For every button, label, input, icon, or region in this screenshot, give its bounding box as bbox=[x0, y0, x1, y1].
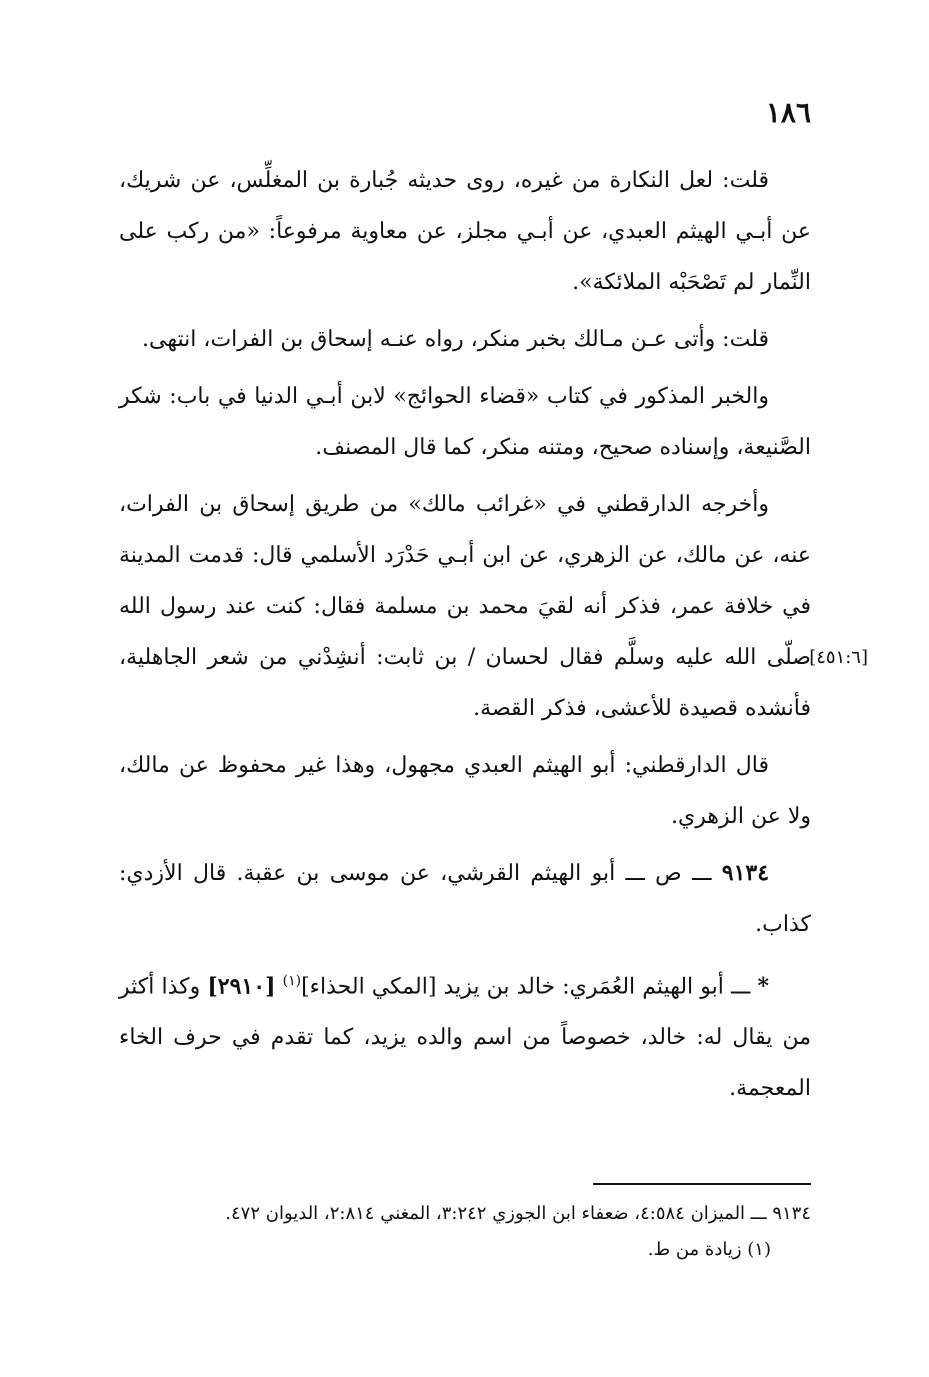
cross-ref-text: ـــ أبو الهيثم العُمَري: خالد بن يزيد [المكي الحذاء] bbox=[301, 974, 751, 1000]
footnote-source: ٩١٣٤ ـــ الميزان ٤:٥٨٤، ضعفاء ابن الجوزي ٣:٢٤٢، المغني ٢:٨١٤، الديوان ٤٧٢. bbox=[225, 1203, 811, 1224]
footnote-divider bbox=[593, 1183, 811, 1185]
paragraph: قلت: لعل النكارة من غيره، روى حديثه جُبارة بن المغلِّس، عن شريك، عن أبـي الهيثم العبدي، عن أبـي مجلز، عن معاوية مرفوعاً: «من ركب على النِّمار لم تَصْحَبْه الملائكة». bbox=[119, 168, 811, 295]
footnotes bbox=[119, 1196, 811, 1268]
star-marker: * bbox=[757, 973, 769, 1000]
entry-9134 bbox=[119, 848, 811, 950]
paragraph-with-margin-ref bbox=[119, 479, 868, 734]
paragraph-text: وأخرجه الدارقطني في «غرائب مالك» من طريق إسحاق بن الفرات، عنه، عن مالك، عن الزهري، عن ابن أبـي حَدْرَد الأسلمي قال: قدمت المدينة في خلافة عمر، فذكر أنه لقيَ محمد بن مسلمة فقال: كنت عند رسول الله صلّى الله عليه وسلَّم فقال لحسان / بن ثابت: أنشِدْني من شعر الجاهلية، فأنشده قصيدة للأعشى، فذكر القصة. bbox=[119, 492, 811, 721]
cross-reference-entry bbox=[119, 956, 811, 1114]
paragraph: قال الدارقطني: أبو الهيثم العبدي مجهول، وهذا غير محفوظ عن مالك، ولا عن الزهري. bbox=[119, 753, 811, 829]
main-text bbox=[119, 155, 868, 1120]
paragraph: والخبر المذكور في كتاب «قضاء الحوائج» لابن أبـي الدنيا في باب: شكر الصَّنيعة، وإسناده صحيح، ومتنه منكر، كما قال المصنف. bbox=[119, 384, 811, 460]
entry-text: ـــ ص ـــ أبو الهيثم القرشي، عن موسى بن عقبة. قال الأزدي: كذاب. bbox=[119, 861, 811, 937]
entry-number: ٩١٣٤ bbox=[721, 860, 770, 886]
margin-reference: [٤٥١:٦] bbox=[809, 647, 868, 668]
paragraph: قلت: وأتى عـن مـالك بخبر منكر، رواه عنـه إسحاق بن الفرات، انتهى. bbox=[142, 327, 769, 352]
cross-ref-continuation: وكذا أكثر من يقال له: خالد، خصوصاً من اسم والده يزيد، كما تقدم في حرف الخاء المعجمة. bbox=[119, 974, 811, 1102]
page-number: ١٨٦ bbox=[765, 96, 811, 129]
footnote-marker: (١) bbox=[282, 973, 302, 989]
footnote-1: (١) زيادة من ط. bbox=[647, 1239, 771, 1260]
cross-ref-number: [٢٩١٠] bbox=[207, 973, 276, 1000]
